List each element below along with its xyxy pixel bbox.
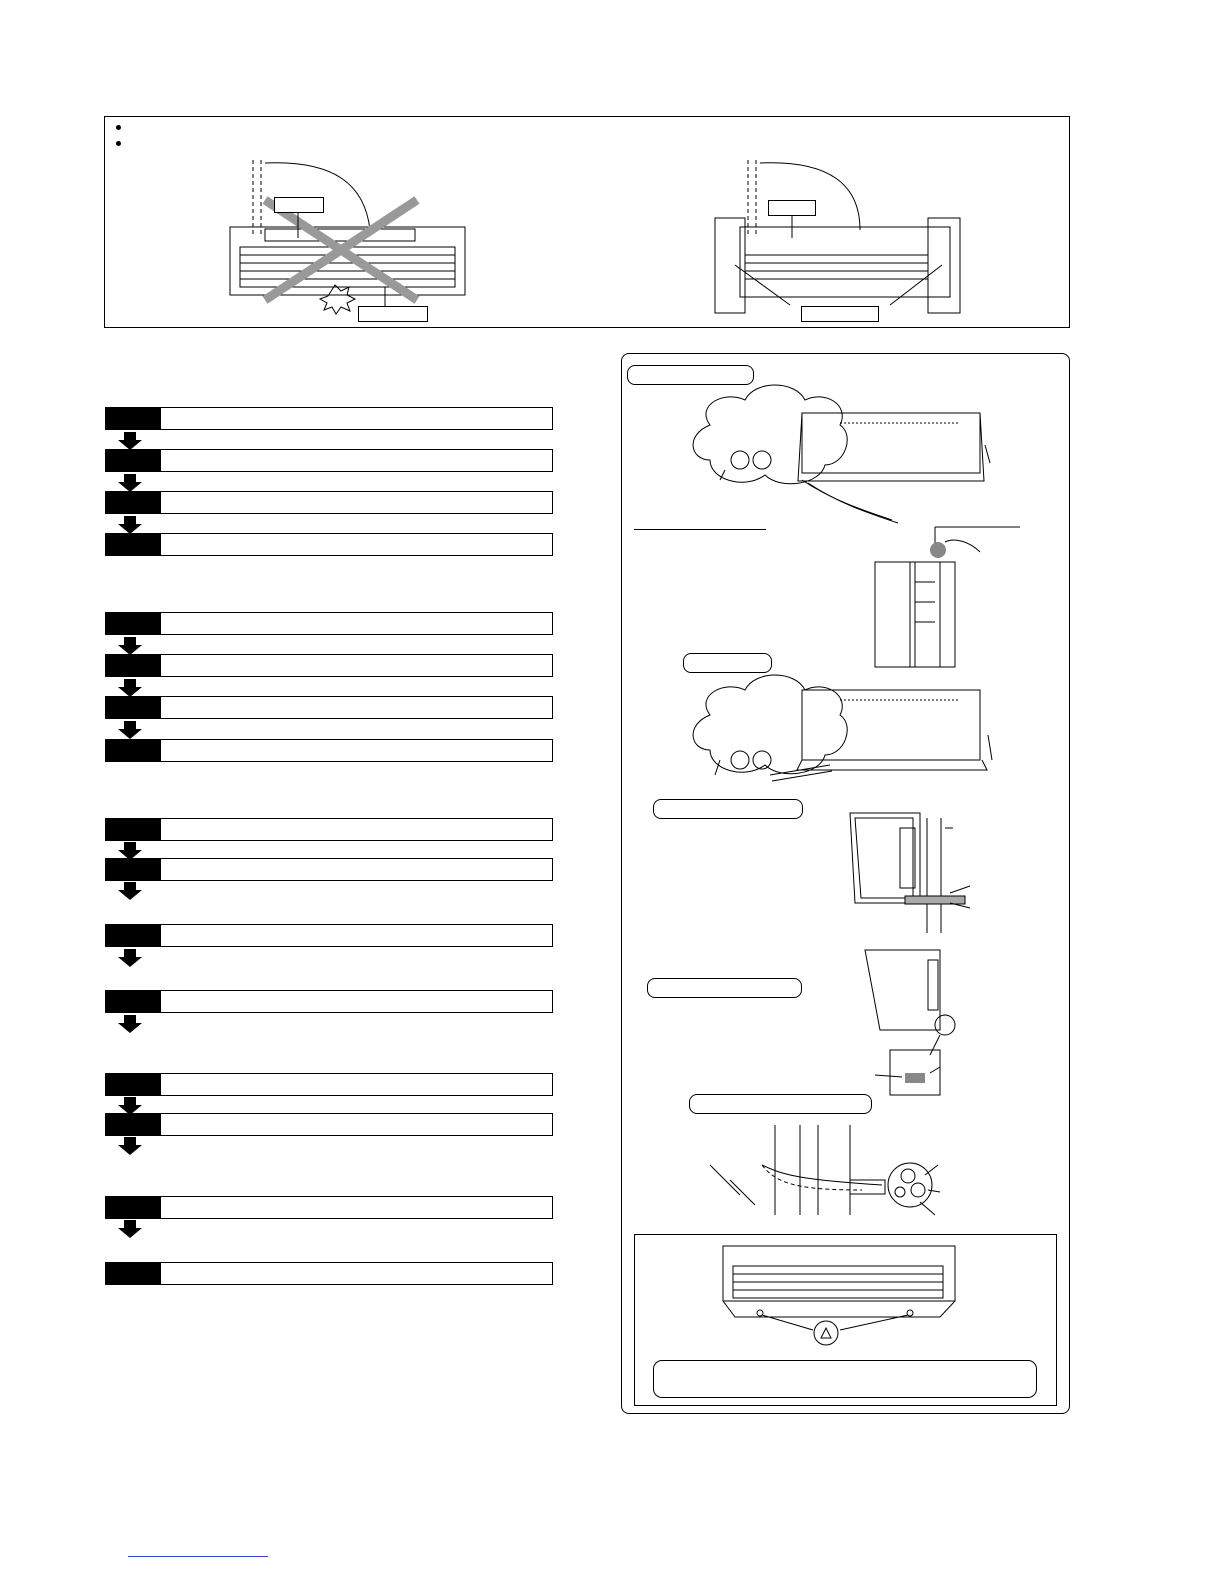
- unit-back-illustration-1: [690, 385, 1000, 520]
- step-row: [105, 407, 553, 430]
- down-arrow-icon: [118, 1137, 142, 1155]
- down-arrow-icon: [118, 679, 142, 697]
- step-row: [105, 449, 553, 472]
- wrong-label-bottom: [358, 306, 428, 322]
- side-view-detail-illustration: [860, 945, 970, 1100]
- section-pill-3: [653, 799, 803, 819]
- down-arrow-icon: [118, 1015, 142, 1033]
- step-row: [105, 1073, 553, 1096]
- step-row: [105, 858, 553, 881]
- down-arrow-icon: [118, 721, 142, 739]
- wrong-label-top: [274, 197, 324, 213]
- subsection-underline: [634, 529, 766, 530]
- note-pill: [653, 1360, 1037, 1398]
- down-arrow-icon: [118, 432, 142, 450]
- unit-back-illustration-2: [690, 675, 1000, 790]
- step-row: [105, 533, 553, 556]
- down-arrow-icon: [118, 474, 142, 492]
- step-row: [105, 1196, 553, 1219]
- down-arrow-icon: [118, 637, 142, 655]
- correct-label-top: [768, 200, 816, 216]
- step-row: [105, 1262, 553, 1285]
- down-arrow-icon: [118, 1220, 142, 1238]
- down-arrow-icon: [118, 949, 142, 967]
- bullet-icon: [116, 141, 121, 146]
- correct-label-bottom: [801, 306, 879, 322]
- bullet-icon: [116, 125, 121, 130]
- step-row: [105, 491, 553, 514]
- footer-link-underline[interactable]: [128, 1556, 268, 1557]
- section-pill-2: [683, 653, 772, 673]
- step-row: [105, 990, 553, 1013]
- wrong-placement-illustration: [225, 155, 465, 325]
- front-view-illustration: [718, 1244, 958, 1344]
- down-arrow-icon: [118, 882, 142, 900]
- step-row: [105, 739, 553, 762]
- section-pill-4: [647, 978, 802, 998]
- side-view-hand-illustration: [870, 522, 1020, 672]
- step-row: [105, 924, 553, 947]
- step-row: [105, 612, 553, 635]
- step-row: [105, 818, 553, 841]
- side-view-pipe-illustration: [845, 808, 975, 938]
- step-row: [105, 654, 553, 677]
- section-pill-1: [627, 365, 754, 385]
- step-row: [105, 1113, 553, 1136]
- step-row: [105, 696, 553, 719]
- section-pill-5: [689, 1094, 872, 1114]
- correct-placement-illustration: [710, 155, 980, 325]
- wall-piping-illustration: [700, 1120, 950, 1220]
- down-arrow-icon: [118, 516, 142, 534]
